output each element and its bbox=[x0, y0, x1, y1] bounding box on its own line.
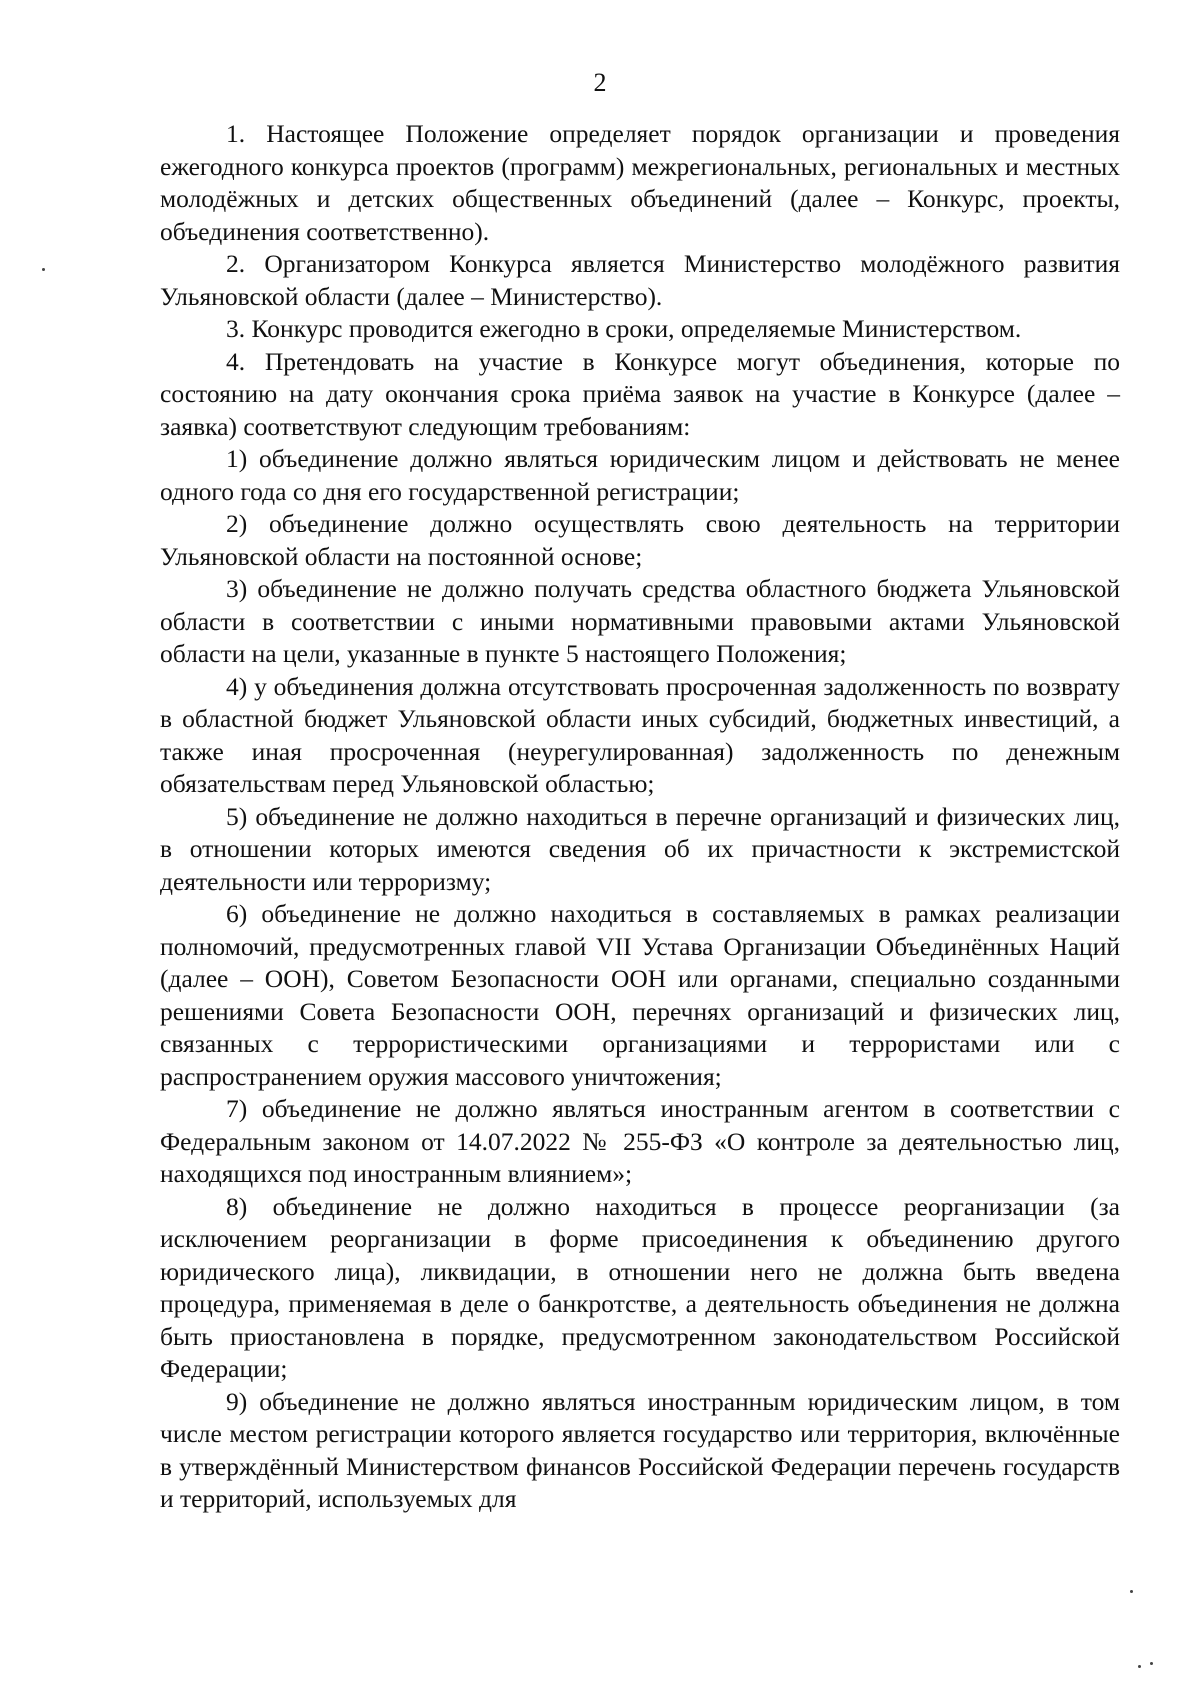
document-body bbox=[160, 118, 1120, 1516]
list-item-9: 9) объединение не должно являться иностранным юридическим лицом, в том числе местом регистрации которого является государство или территория, включённые в утверждённый Министерством финансов Российской Федерации перечень государств и территорий, используемых для bbox=[160, 1386, 1120, 1513]
list-item-2: 2) объединение должно осуществлять свою деятельность на территории Ульяновской области на постоянной основе; bbox=[160, 509, 1120, 571]
list-item-3: 3) объединение не должно получать средства областного бюджета Ульяновской области в соответствии с иными нормативными правовыми актами Ульяновской области на цели, указанные в пункте 5 настоящего Положения; bbox=[160, 574, 1120, 668]
list-item-6: 6) объединение не должно находиться в составляемых в рамках реализации полномочий, предусмотренных главой VII Устава Организации Объединённых Наций (далее – ООН), Советом Безопасности ООН или органами, специально созданными решениями Совета Безопасности ООН, перечнях организаций и физических лиц, связанных с террористическими организациями и террористами или с распространением оружия массового уничтожения; bbox=[160, 899, 1120, 1091]
list-item-4: 4) у объединения должна отсутствовать просроченная задолженность по возврату в областной бюджет Ульяновской области иных субсидий, бюджетных инвестиций, а также иная просроченная (неурегулированная) задолженность по денежным обязательствам перед Ульяновской областью; bbox=[160, 671, 1120, 798]
list-item-1: 1) объединение должно являться юридическим лицом и действовать не менее одного года со дня его государственной регистрации; bbox=[160, 444, 1120, 506]
list-item-7: 7) объединение не должно являться иностранным агентом в соответствии с Федеральным законом от 14.07.2022 № 255-ФЗ «О контроле за деятельностью лиц, находящихся под иностранным влиянием»; bbox=[160, 1094, 1120, 1188]
scan-speck bbox=[1138, 1665, 1141, 1668]
list-item-5: 5) объединение не должно находиться в перечне организаций и физических лиц, в отношении которых имеются сведения об их причастности к экстремистской деятельности или терроризму; bbox=[160, 801, 1120, 896]
page-number: 2 bbox=[593, 68, 607, 97]
scan-speck bbox=[1130, 1590, 1133, 1593]
paragraph-2: 2. Организатором Конкурса является Министерство молодёжного развития Ульяновской области (далее – Министерство). bbox=[160, 249, 1120, 311]
paragraph-3: 3. Конкурс проводится ежегодно в сроки, определяемые Министерством. bbox=[226, 314, 1022, 343]
list-item-8: 8) объединение не должно находиться в процессе реорганизации (за исключением реорганизации в форме присоединения к объединению другого юридического лица), ликвидации, в отношении него не должна быть введена процедура, применяемая в деле о банкротстве, а деятельность объединения не должна быть приостановлена в порядке, предусмотренном законодательством Российской Федерации; bbox=[160, 1191, 1120, 1383]
scan-speck bbox=[42, 268, 45, 271]
scan-speck bbox=[1150, 1662, 1153, 1665]
paragraph-1: 1. Настоящее Положение определяет порядок организации и проведения ежегодного конкурса проектов (программ) межрегиональных, региональных и местных молодёжных и детских общественных объединений (далее – Конкурс, проекты, объединения соответственно). bbox=[160, 119, 1120, 246]
paragraph-4: 4. Претендовать на участие в Конкурсе могут объединения, которые по состоянию на дату окончания срока приёма заявок на участие в Конкурсе (далее – заявка) соответствуют следующим требованиям: bbox=[160, 346, 1120, 441]
